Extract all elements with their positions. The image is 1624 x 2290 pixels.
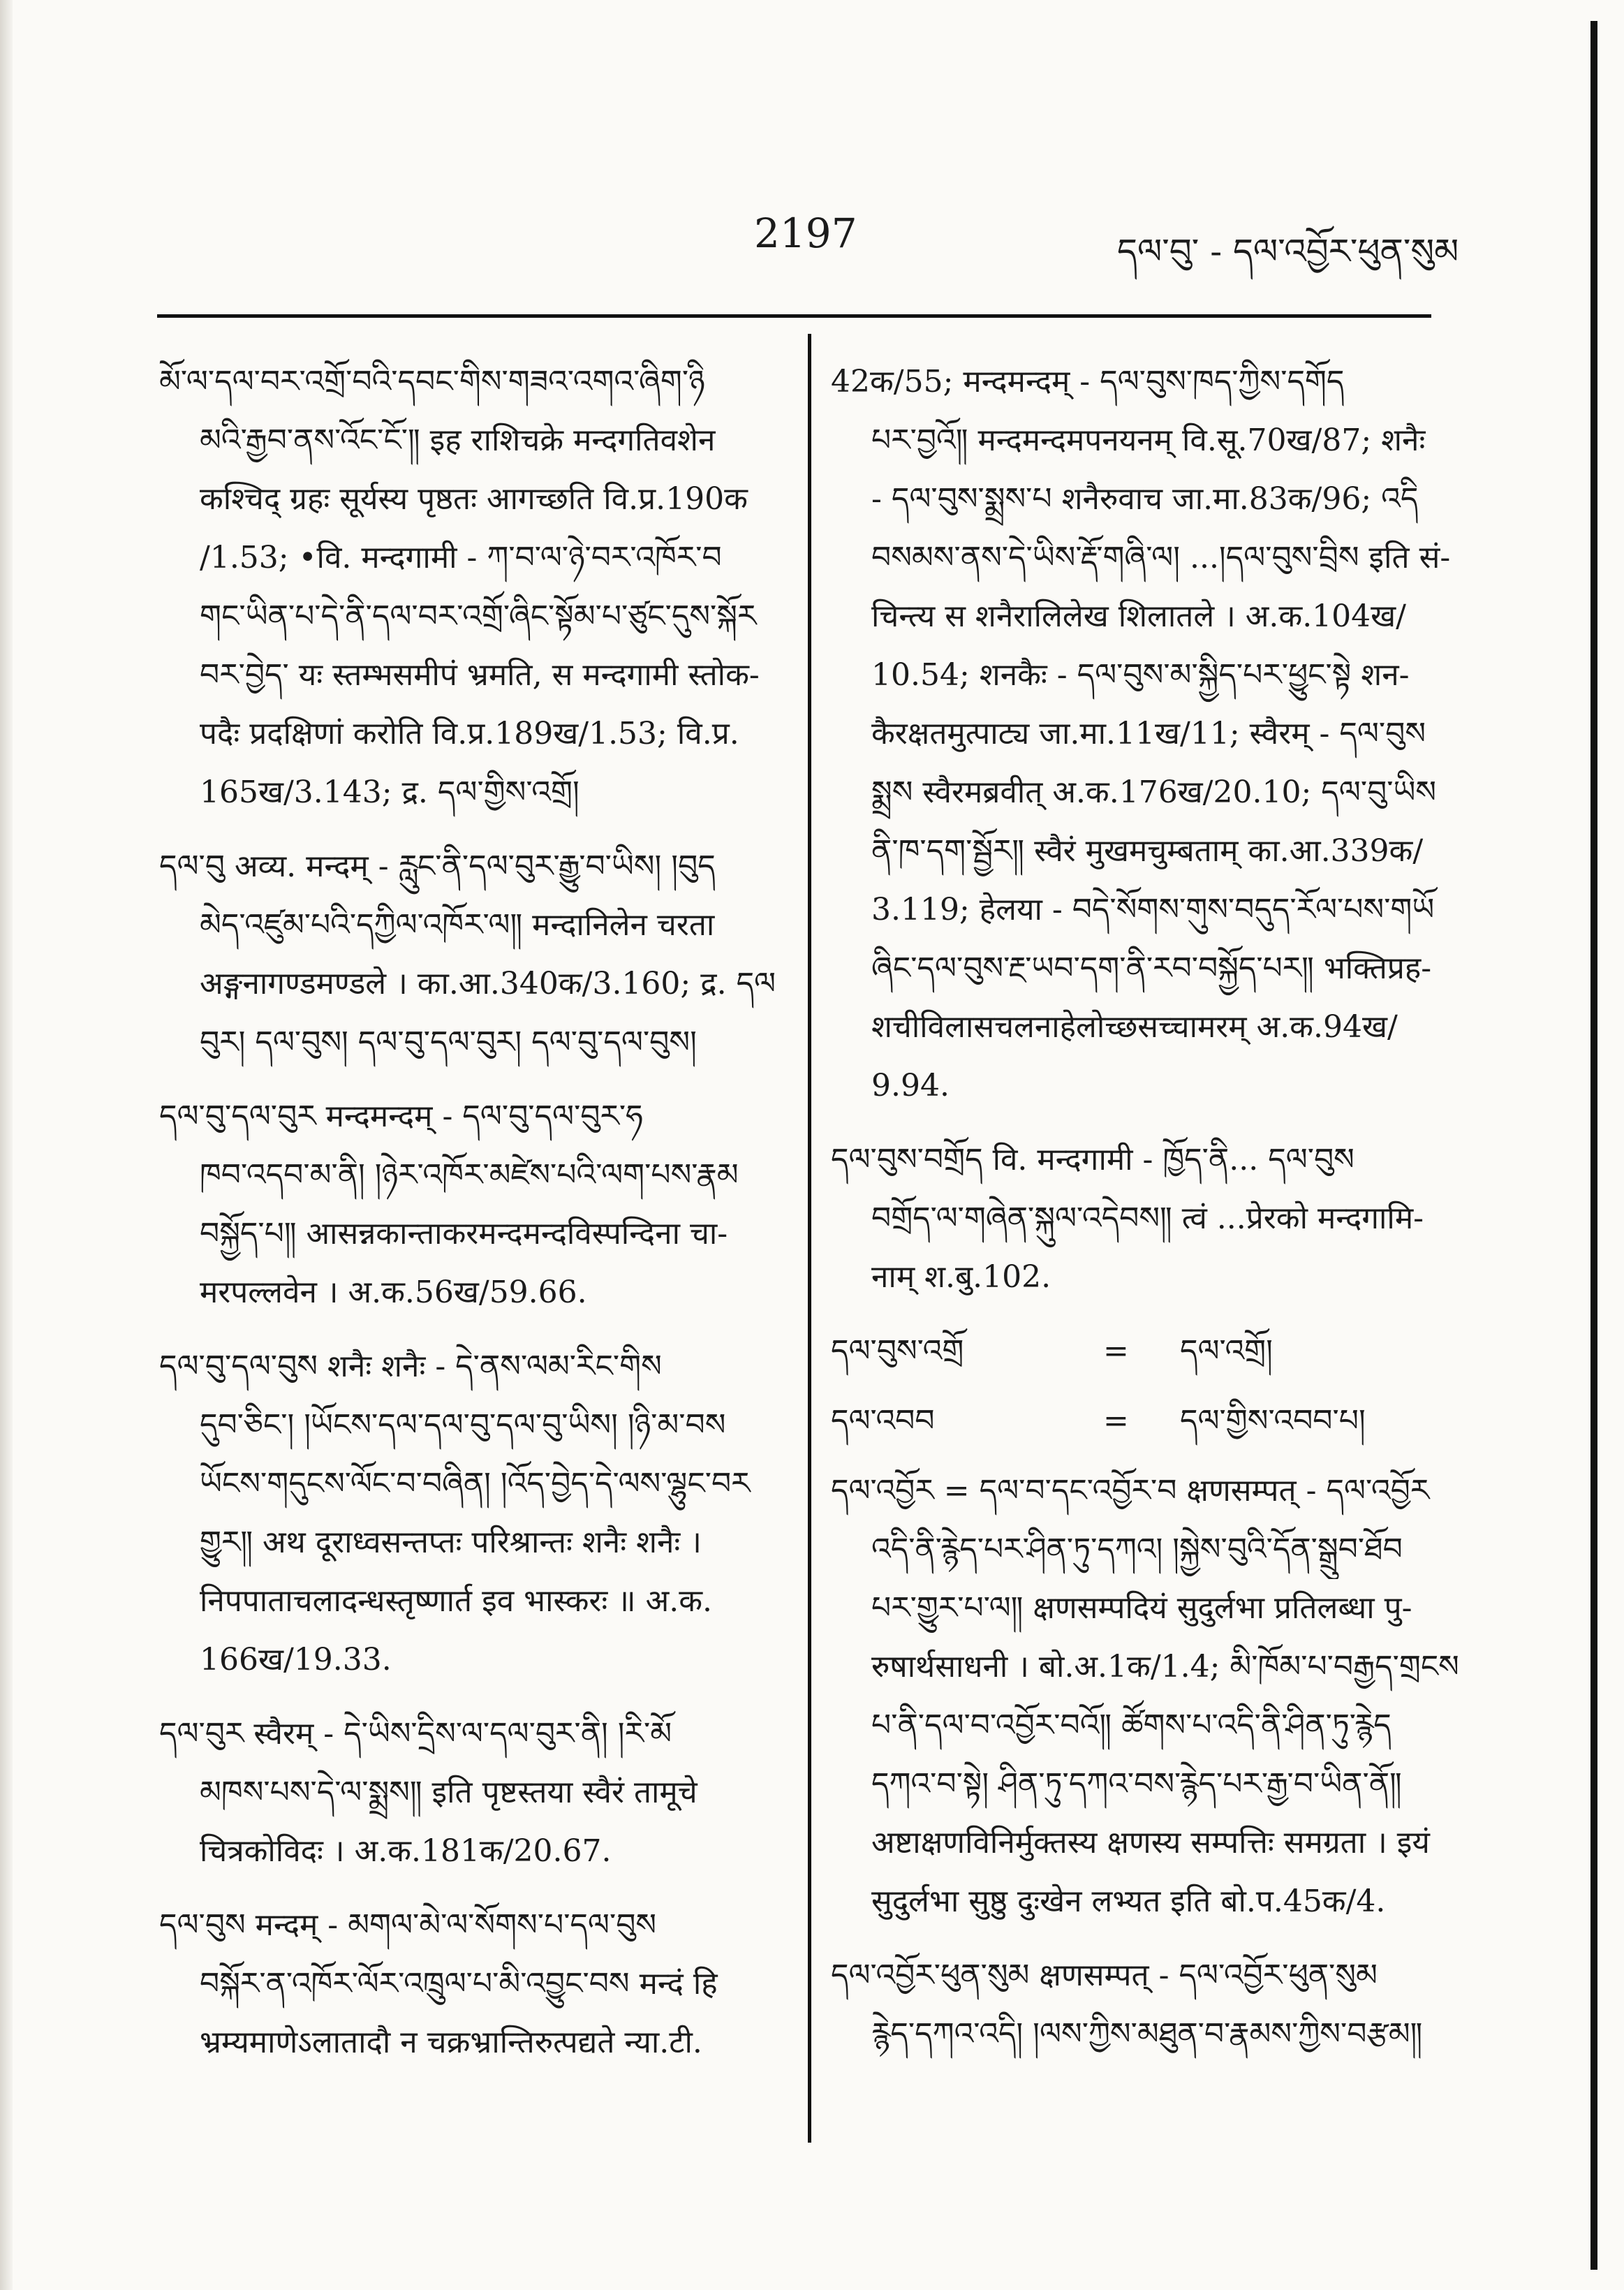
equals-sign: = bbox=[1103, 1403, 1129, 1439]
entry-line: 3.119; हेलया - བདེ་སོགས་གུས་བདུད་རོལ་པས་གཡོ bbox=[871, 892, 1435, 927]
cross-reference-row bbox=[831, 1392, 1473, 1451]
entry-line: ཁབ་འདབ་མ་ནི། །ཉེར་འཁོར་མཛེས་པའི་ལག་པས་རྣམ bbox=[200, 1157, 739, 1193]
right-column bbox=[831, 353, 1473, 2079]
entry-line: མའི་རྒྱབ་ནས་འོང་ངོ་༎ इह राशिचक्रे मन्दगतिवशेन bbox=[200, 423, 716, 458]
cross-reference-row bbox=[831, 1322, 1473, 1381]
entry-line: སྨྲས स्वैरमब्रवीत् अ.क.176ख/20.10; དལ་བུ་ཡིས bbox=[871, 775, 1437, 810]
entry-line: གྱུར༎ अथ दूराध्वसन्तप्तः परिश्रान्तः शनैः शनैः । bbox=[200, 1525, 702, 1560]
entry-line: 9.94. bbox=[871, 1068, 950, 1103]
entry-line: དཀའ་བ་སྟེ། ཤིན་ཏུ་དཀའ་བས་རྙེད་པར་རྒྱ་བ་ཡིན་ནོ༎ bbox=[871, 1766, 1402, 1802]
entry-line: 165ख/3.143; द्र. དལ་གྱིས་འགྲོ། bbox=[200, 775, 580, 810]
entry-line: རྙེད་དཀའ་འདི། །ལས་ཀྱིས་མཐུན་བ་རྣམས་ཀྱིས་བརྩམ༎ bbox=[871, 2016, 1423, 2052]
entry-line: पदैः प्रदक्षिणां करोति वि.प्र.189ख/1.53; वि.प्र. bbox=[200, 716, 739, 751]
entry-headline: དལ་བུ་དལ་བུས शनैः शनैः - དེ་ནས་ལམ་རིང་གིས bbox=[159, 1349, 662, 1384]
equals-sign: = bbox=[1103, 1333, 1129, 1369]
running-head: དལ་བུ་ - དལ་འབྱོར་ཕུན་སུམ bbox=[1117, 231, 1459, 272]
entry-line: भ्रम्यमाणेऽलातादौ न चक्रभ्रान्तिरुत्पद्यते न्या.टी. bbox=[200, 2025, 702, 2060]
entry-line: བར་བྱེད་ यः स्तम्भसमीपं भ्रमति, स मन्दगामी स्तोक- bbox=[200, 657, 760, 693]
left-column bbox=[159, 353, 788, 2087]
entry-line: अङ्गनागण्डमण्डले । का.आ.340क/3.160; द्र. དལ bbox=[200, 966, 776, 1001]
dictionary-entry bbox=[159, 1705, 788, 1881]
dictionary-entry bbox=[159, 1337, 788, 1689]
entry-line: चित्रकोविदः । अ.क.181क/20.67. bbox=[200, 1833, 612, 1869]
dictionary-entry bbox=[159, 1087, 788, 1322]
entry-line: 10.54; शनकैः - དལ་བུས་མ་སྐྱིད་པར་ཕྱུང་སྟེ शन- bbox=[871, 657, 1410, 693]
cross-reference-target: དལ་འགྲོ། bbox=[1180, 1333, 1273, 1369]
cross-reference-term: དལ་བུས་འགྲོ bbox=[831, 1333, 964, 1369]
entry-line: सुदुर्लभा सुष्ठु दुःखेन लभ्यत इति बो.प.45क/4. bbox=[871, 1884, 1386, 1919]
header-rule bbox=[157, 314, 1431, 318]
entry-line: ཞིང་དལ་བུས་རྔ་ཡབ་དག་ནི་རབ་བསྐྱོད་པར༎ भक्तिप्रह- bbox=[871, 951, 1432, 986]
entry-line: མཁས་པས་དེ་ལ་སྨྲས༎ इति पृष्टस्तया स्वैरं तामूचे bbox=[200, 1775, 697, 1810]
dictionary-entry bbox=[831, 1946, 1473, 2064]
entry-line: मरपल्लवेन । अ.क.56ख/59.66. bbox=[200, 1275, 587, 1310]
entry-line: མེད་འཛུམ་པའི་དཀྱིལ་འཁོར་ལ༎ मन्दानिलेन चरता bbox=[200, 907, 715, 943]
dictionary-entry bbox=[159, 837, 788, 1072]
entry-headline: དལ་བུས་བགྲོད वि. मन्दगामी - ཁྱོད་ནི... དལ་བུས bbox=[831, 1142, 1354, 1177]
entry-headline: དལ་བུས मन्दम् - མགལ་མེ་ལ་སོགས་པ་དལ་བུས bbox=[159, 1907, 657, 1943]
entry-line: པར་བྱའོ༎ मन्दमन्दमपनयनम् वि.सू.70ख/87; शनैः bbox=[871, 423, 1426, 458]
entry-line: /1.53; •वि. मन्दगामी - ཀ་བ་ལ་ཉེ་བར་འཁོར་བ bbox=[200, 540, 722, 575]
entry-line: ཡོངས་གདུངས་ལོང་བ་བཞིན། །འོད་བྱེད་དེ་ལས་ལྷུང་བར bbox=[200, 1466, 751, 1502]
entry-headline: 42क/55; मन्दमन्दम् - དལ་བུས་ཁད་ཀྱིས་དགོད bbox=[831, 364, 1345, 399]
entry-headline: དལ་བུ अव्य. मन्दम् - རླུང་ནི་དལ་བུར་རྒྱུ་བ་ཡིས། །བུད bbox=[159, 849, 716, 884]
entry-line: 166ख/19.33. bbox=[200, 1642, 392, 1678]
entry-line: པར་གྱུར་པ་ལ༎ क्षणसम्पदियं सुदुर्लभा प्रतिलब्धा पु- bbox=[871, 1590, 1412, 1626]
entry-line: कैरक्षतमुत्पाट्य जा.मा.11ख/11; स्वैरम् - དལ་བུས bbox=[871, 716, 1426, 751]
dictionary-entry bbox=[831, 1462, 1473, 1931]
page-number: 2197 bbox=[754, 210, 857, 257]
entry-line: - དལ་བུས་སྨྲས་པ शनैरुवाच जा.मा.83क/96; འདི bbox=[871, 481, 1419, 517]
dictionary-entry bbox=[831, 353, 1473, 1115]
entry-line: འདི་ནི་རྙེད་པར་ཤིན་ཏུ་དཀའ། །སྐྱེས་བུའི་དོན་སྒྲུབ་ཐོབ bbox=[871, 1532, 1403, 1567]
entry-line: नाम् श.बु.102. bbox=[871, 1259, 1051, 1295]
entry-headline: དལ་བུ་དལ་བུར मन्दमन्दम् - དལ་བུ་དལ་བུར་ཧ bbox=[159, 1099, 643, 1134]
entry-line: པ་ནི་དལ་བ་འབྱོར་བའོ༎ ཚོགས་པ་འདི་ནི་ཤིན་ཏུ་རྙེད bbox=[871, 1708, 1392, 1743]
entry-line: བསྐོར་ན་འཁོར་ལོར་འཁྲུལ་པ་མི་འབྱུང་བས मन्दं हि bbox=[200, 1966, 718, 2002]
entry-line: शचीविलासचलनाहेलोच्छसच्चामरम् अ.क.94ख/ bbox=[871, 1009, 1398, 1045]
scan-edge bbox=[0, 0, 13, 2290]
entry-headline: མོ་ལ་དལ་བར་འགྲོ་བའི་དབང་གིས་གཟའ་འགའ་ཞིག་ཉི bbox=[159, 364, 705, 399]
entry-line: निपपाताचलादन्धस्तृष्णार्त इव भास्करः ॥ अ.क. bbox=[200, 1583, 712, 1619]
entry-line: བུར། དལ་བུས། དལ་བུ་དལ་བུར། དལ་བུ་དལ་བུས། bbox=[200, 1025, 697, 1060]
entry-line: ནི་ཁ་དག་སྦྱོར༎ स्वैरं मुखमचुम्बताम् का.आ.339क/ bbox=[871, 833, 1424, 869]
entry-line: चिन्त्य स शनैरालिलेख शिलातले । अ.क.104ख/ bbox=[871, 599, 1406, 634]
entry-headline: དལ་འབྱོར་ཕུན་སུམ क्षणसम्पत् - དལ་འབྱོར་ཕུན་སུམ bbox=[831, 1958, 1378, 1993]
entry-line: कश्चिद् ग्रहः सूर्यस्य पृष्ठतः आगच्छति वि.प्र.190क bbox=[200, 481, 748, 517]
entry-line: བགྲོད་ལ་གཞེན་སྐུལ་འདེབས༎ त्वं ...प्रेरको मन्दगामि- bbox=[871, 1201, 1424, 1236]
entry-headline: དལ་བུར स्वैरम् - དེ་ཡིས་དྲིས་ལ་དལ་བུར་ནི། །རི་མོ bbox=[159, 1716, 672, 1752]
dictionary-entry bbox=[159, 353, 788, 822]
dictionary-entry bbox=[159, 1896, 788, 2072]
entry-line: གང་ཡིན་པ་དེ་ནི་དལ་བར་འགྲོ་ཞིང་སྟོམ་པ་ཙུང་དུས་སྐོར bbox=[200, 599, 757, 634]
cross-reference-target: དལ་གྱིས་འབབ་པ། bbox=[1180, 1403, 1366, 1439]
entry-line: रुषार्थसाधनी । बो.अ.1क/1.4; མི་ཁོམ་པ་བརྒྱད་གྲངས bbox=[871, 1649, 1459, 1685]
entry-line: དུབ་ཅིང་། །ཡོངས་དལ་དལ་བུ་དལ་བུ་ཡིས། །ཉི་མ་བས bbox=[200, 1407, 726, 1443]
column-divider bbox=[808, 334, 811, 2143]
entry-line: अष्टाक्षणविनिर्मुक्तस्य क्षणस्य सम्पत्तिः समग्रता । इयं bbox=[871, 1825, 1430, 1860]
entry-line: བསམས་ནས་དེ་ཡིས་རྡོ་གཞི་ལ། ...།དལ་བུས་བྲིས इति सं- bbox=[871, 540, 1451, 575]
right-margin-rule bbox=[1590, 21, 1597, 2270]
entry-headline: དལ་འབྱོར = དལ་བ་དང་འབྱོར་བ क्षणसम्पत् - དལ་འབྱོར bbox=[831, 1473, 1430, 1509]
cross-reference-term: དལ་འབབ bbox=[831, 1403, 935, 1439]
dictionary-entry bbox=[831, 1131, 1473, 1307]
entry-line: བསྐྱོད་པ༎ आसन्नकान्ताकरमन्दमन्दविस्पन्दिना चा- bbox=[200, 1216, 728, 1252]
